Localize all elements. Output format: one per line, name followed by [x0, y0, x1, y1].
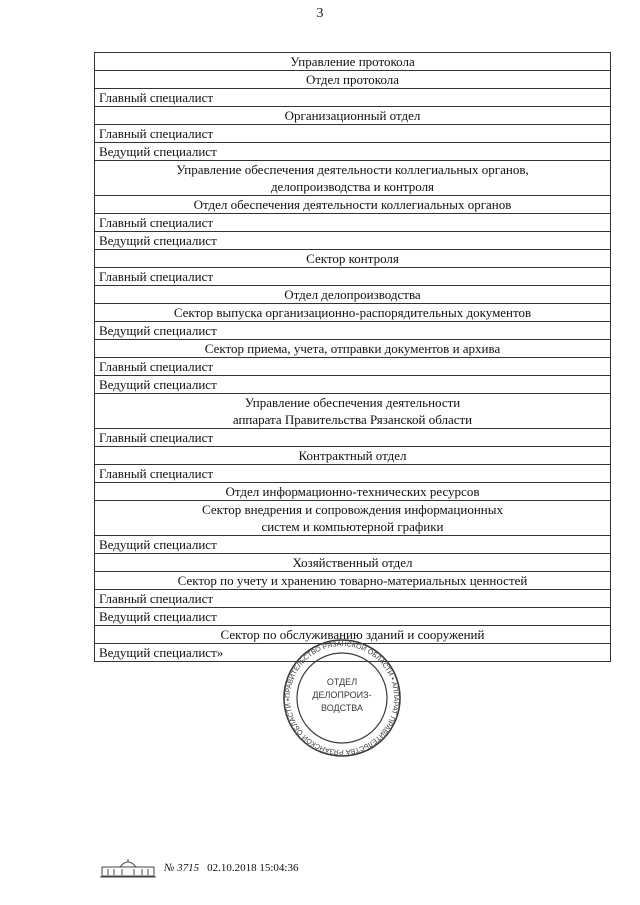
position-cell: [95, 143, 611, 161]
cell-text: Главный специалист: [99, 126, 214, 141]
cell-text: Хозяйственный отдел: [292, 555, 413, 570]
table-row: [95, 107, 611, 125]
cell-text: Сектор выпуска организационно-распорядительных документов: [173, 305, 532, 320]
cell-text: Главный специалист: [99, 591, 214, 606]
cell-text: Управление протокола: [290, 54, 415, 69]
position-cell: [95, 465, 611, 483]
cell-text-line-2: систем и компьютерной графики: [261, 519, 444, 534]
table-row: [95, 447, 611, 465]
document-footer: [100, 856, 299, 880]
section-heading-cell: [95, 554, 611, 572]
official-stamp: [272, 638, 412, 758]
position-cell: [95, 322, 611, 340]
position-cell: [95, 536, 611, 554]
section-heading-cell: [95, 71, 611, 89]
cell-text: Отдел информационно-технических ресурсов: [225, 484, 480, 499]
position-cell: [95, 89, 611, 107]
section-heading-cell: [95, 161, 611, 196]
cell-text: Ведущий специалист»: [99, 645, 224, 660]
table-row: [95, 608, 611, 626]
table-row: [95, 536, 611, 554]
document-datetime: 02.10.2018 15:04:36: [207, 862, 299, 874]
table-row: [95, 53, 611, 71]
document-number: № 3715: [164, 862, 200, 874]
cell-text-line-2: делопроизводства и контроля: [270, 179, 435, 194]
table-row: [95, 572, 611, 590]
cell-text: Сектор приема, учета, отправки документов и архива: [204, 341, 501, 356]
stamp-seal-icon: [272, 638, 412, 758]
cell-text: Главный специалист: [99, 215, 214, 230]
section-heading-cell: [95, 447, 611, 465]
stamp-line-3: ВОДСТВА: [320, 703, 364, 713]
cell-text: Управление обеспечения деятельности коллегиальных органов,: [176, 162, 529, 177]
stamp-outer-text: ПРАВИТЕЛЬСТВО РЯЗАНСКОЙ ОБЛАСТИ • АППАРАТ ПРАВИТЕЛЬСТВА РЯЗАНСКОЙ ОБЛАСТИ •: [284, 640, 400, 756]
cell-text: Отдел делопроизводства: [284, 287, 421, 302]
cell-text: Ведущий специалист: [99, 609, 217, 624]
cell-text: Ведущий специалист: [99, 537, 217, 552]
stamp-line-2: ДЕЛОПРОИЗ-: [312, 690, 372, 700]
table-row: [95, 358, 611, 376]
position-cell: [95, 429, 611, 447]
table-row: [95, 322, 611, 340]
position-cell: [95, 125, 611, 143]
cell-text: Ведущий специалист: [99, 233, 217, 248]
table-row: [95, 394, 611, 429]
position-cell: [95, 590, 611, 608]
table-row: [95, 71, 611, 89]
section-heading-cell: [95, 340, 611, 358]
position-cell: [95, 376, 611, 394]
cell-text: Главный специалист: [99, 430, 214, 445]
position-cell: [95, 268, 611, 286]
table-row: [95, 340, 611, 358]
cell-text: Главный специалист: [99, 466, 214, 481]
stamp-line-1: ОТДЕЛ: [326, 677, 358, 687]
table-row: [95, 554, 611, 572]
cell-text: Главный специалист: [99, 269, 214, 284]
table-row: [95, 268, 611, 286]
table-row: [95, 196, 611, 214]
table-row: [95, 89, 611, 107]
cell-text: Главный специалист: [99, 90, 214, 105]
section-heading-cell: [95, 53, 611, 71]
table-row: [95, 143, 611, 161]
table-row: [95, 429, 611, 447]
position-cell: [95, 214, 611, 232]
cell-text: Ведущий специалист: [99, 144, 217, 159]
section-heading-cell: [95, 304, 611, 322]
table-row: [95, 501, 611, 536]
table-row: [95, 125, 611, 143]
cell-text-line-2: аппарата Правительства Рязанской области: [232, 412, 473, 427]
section-heading-cell: [95, 107, 611, 125]
table-row: [95, 304, 611, 322]
cell-text: Отдел обеспечения деятельности коллегиальных органов: [193, 197, 512, 212]
section-heading-cell: [95, 483, 611, 501]
cell-text: Главный специалист: [99, 359, 214, 374]
government-building-icon: [100, 857, 156, 879]
section-heading-cell: [95, 286, 611, 304]
section-heading-cell: [95, 394, 611, 429]
page-number: 3: [316, 6, 324, 21]
table-row: [95, 250, 611, 268]
table-row: [95, 376, 611, 394]
table-row: [95, 214, 611, 232]
staff-table: [94, 52, 611, 662]
cell-text: Управление обеспечения деятельности: [244, 395, 461, 410]
cell-text: Ведущий специалист: [99, 323, 217, 338]
cell-text: Сектор контроля: [306, 251, 399, 266]
cell-text: Контрактный отдел: [298, 448, 407, 463]
table-row: [95, 590, 611, 608]
position-cell: [95, 608, 611, 626]
table-row: [95, 465, 611, 483]
cell-text: Отдел протокола: [305, 72, 400, 87]
cell-text: Сектор по учету и хранению товарно-материальных ценностей: [177, 573, 528, 588]
table-row: [95, 286, 611, 304]
section-heading-cell: [95, 250, 611, 268]
position-cell: [95, 358, 611, 376]
section-heading-cell: [95, 572, 611, 590]
cell-text: Сектор по обслуживанию зданий и сооружений: [220, 627, 485, 642]
position-cell: [95, 232, 611, 250]
cell-text: Ведущий специалист: [99, 377, 217, 392]
section-heading-cell: [95, 501, 611, 536]
cell-text: Организационный отдел: [284, 108, 421, 123]
section-heading-cell: [95, 196, 611, 214]
table-row: [95, 161, 611, 196]
table-row: [95, 232, 611, 250]
table-row: [95, 483, 611, 501]
cell-text: Сектор внедрения и сопровождения информационных: [201, 502, 503, 517]
